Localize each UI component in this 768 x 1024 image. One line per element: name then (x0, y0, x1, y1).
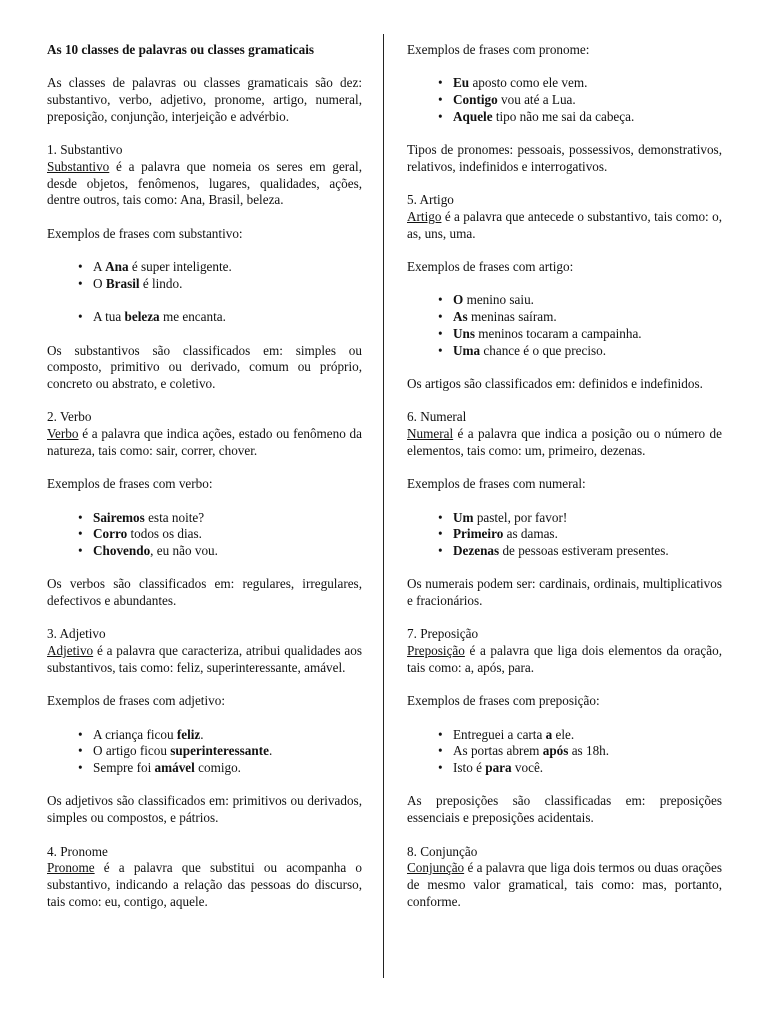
list-item: • Corro todos os dias. (93, 526, 362, 543)
list-item: • A tua beleza me encanta. (93, 309, 362, 326)
section-heading-artigo: 5. Artigo (407, 192, 454, 208)
classification-substantivo: Os substantivos são classificados em: simples ou composto, primitivo ou derivado, comum ou próprio, concreto ou abstrato, e coletivo. (47, 342, 362, 391)
term-numeral: Numeral (407, 426, 454, 442)
examples-list-preposicao (407, 727, 722, 777)
section-heading-substantivo: 1. Substantivo (47, 142, 123, 158)
examples-list-artigo (407, 292, 722, 359)
intro-paragraph: As classes de palavras ou classes gramaticais são dez: substantivo, verbo, adjetivo, pronome, artigo, numeral, preposição, conjunção, interjeição e advérbio. (47, 75, 362, 124)
list-item: • Entreguei a carta a ele. (453, 727, 722, 744)
examples-intro-artigo: Exemplos de frases com artigo: (407, 259, 574, 275)
list-item: • A Ana é super inteligente. (93, 259, 362, 276)
examples-intro-numeral: Exemplos de frases com numeral: (407, 476, 586, 492)
left-column (47, 42, 362, 910)
right-column (407, 42, 722, 910)
section-heading-verbo: 2. Verbo (47, 409, 92, 425)
list-item: • A criança ficou feliz. (93, 727, 362, 744)
document-title: As 10 classes de palavras ou classes gramaticais (47, 42, 315, 57)
list-item: • O artigo ficou superinteressante. (93, 743, 362, 760)
classification-verbo: Os verbos são classificados em: regulares, irregulares, defectivos e abundantes. (47, 576, 362, 609)
examples-intro-substantivo: Exemplos de frases com substantivo: (47, 225, 243, 241)
classification-artigo: Os artigos são classificados em: definidos e indefinidos. (407, 375, 703, 391)
classification-numeral: Os numerais podem ser: cardinais, ordinais, multiplicativos e fracionários. (407, 576, 722, 609)
section-heading-pronome: 4. Pronome (47, 843, 108, 859)
definition-numeral: Numeral é a palavra que indica a posição ou o número de elementos, tais como: um, primeiro, dezenas. (407, 426, 722, 458)
examples-list-numeral (407, 510, 722, 560)
section-heading-numeral: 6. Numeral (407, 409, 467, 425)
list-item: • Um pastel, por favor! (453, 510, 722, 527)
term-pronome: Pronome (47, 860, 95, 876)
term-substantivo: Substantivo (47, 158, 110, 174)
examples-list-verbo (47, 510, 362, 560)
classification-adjetivo: Os adjetivos são classificados em: primitivos ou derivados, simples ou compostos, e pátrios. (47, 793, 362, 826)
examples-list-pronome (407, 75, 722, 125)
examples-intro-preposicao: Exemplos de frases com preposição: (407, 693, 600, 709)
column-divider (383, 34, 384, 978)
term-artigo: Artigo (407, 208, 442, 224)
section-heading-adjetivo: 3. Adjetivo (47, 626, 106, 642)
list-item: • Contigo vou até a Lua. (453, 92, 722, 109)
definition-conjuncao: Conjunção é a palavra que liga dois termos ou duas orações de mesmo valor gramatical, tais como: mas, portanto, conforme. (407, 860, 722, 909)
classification-pronome: Tipos de pronomes: pessoais, possessivos, demonstrativos, relativos, indefinidos e interrogativos. (407, 142, 722, 174)
examples-intro-pronome: Exemplos de frases com pronome: (407, 42, 590, 57)
definition-artigo: Artigo é a palavra que antecede o substantivo, tais como: o, as, uns, uma. (407, 208, 722, 241)
examples-list-substantivo (47, 259, 362, 326)
list-item: • Aquele tipo não me sai da cabeça. (453, 109, 722, 126)
term-preposicao: Preposição (407, 643, 465, 659)
list-item: • O Brasil é lindo. (93, 276, 362, 293)
list-item: • Isto é para você. (453, 760, 722, 777)
definition-verbo: Verbo é a palavra que indica ações, estado ou fenômeno da natureza, tais como: sair, correr, chover. (47, 426, 362, 458)
definition-substantivo: Substantivo é a palavra que nomeia os seres em geral, desde objetos, fenômenos, lugares, qualidades, ações, dentre outros, tais como: Ana, Brasil, beleza. (47, 158, 362, 208)
examples-list-adjetivo (47, 727, 362, 777)
definition-pronome: Pronome é a palavra que substitui ou acompanha o substantivo, indicando a relação das pessoas do discurso, tais como: eu, contigo, aquele. (47, 860, 362, 909)
list-item: • Dezenas de pessoas estiveram presentes. (453, 543, 722, 560)
term-adjetivo: Adjetivo (47, 643, 94, 659)
list-item: • Eu aposto como ele vem. (453, 75, 722, 92)
definition-adjetivo: Adjetivo é a palavra que caracteriza, atribui qualidades aos substantivos, tais como: feliz, superinteressante, amável. (47, 643, 362, 675)
term-conjuncao: Conjunção (407, 860, 465, 876)
list-item: • Primeiro as damas. (453, 526, 722, 543)
list-item: • Chovendo, eu não vou. (93, 543, 362, 560)
list-item: • As meninas saíram. (453, 309, 722, 326)
section-heading-conjuncao: 8. Conjunção (407, 843, 478, 859)
list-item: • As portas abrem após as 18h. (453, 743, 722, 760)
list-item: • Uma chance é o que preciso. (453, 343, 722, 360)
examples-intro-verbo: Exemplos de frases com verbo: (47, 476, 213, 492)
section-heading-preposicao: 7. Preposição (407, 626, 479, 642)
list-item: • Sempre foi amável comigo. (93, 760, 362, 777)
examples-intro-adjetivo: Exemplos de frases com adjetivo: (47, 693, 225, 709)
term-verbo: Verbo (47, 426, 79, 442)
definition-preposicao: Preposição é a palavra que liga dois elementos da oração, tais como: a, após, para. (407, 643, 722, 675)
list-item: • Uns meninos tocaram a campainha. (453, 326, 722, 343)
classification-preposicao: As preposições são classificadas em: preposições essenciais e preposições acidentais. (407, 793, 722, 826)
list-item: • Sairemos esta noite? (93, 510, 362, 527)
list-item: • O menino saiu. (453, 292, 722, 309)
